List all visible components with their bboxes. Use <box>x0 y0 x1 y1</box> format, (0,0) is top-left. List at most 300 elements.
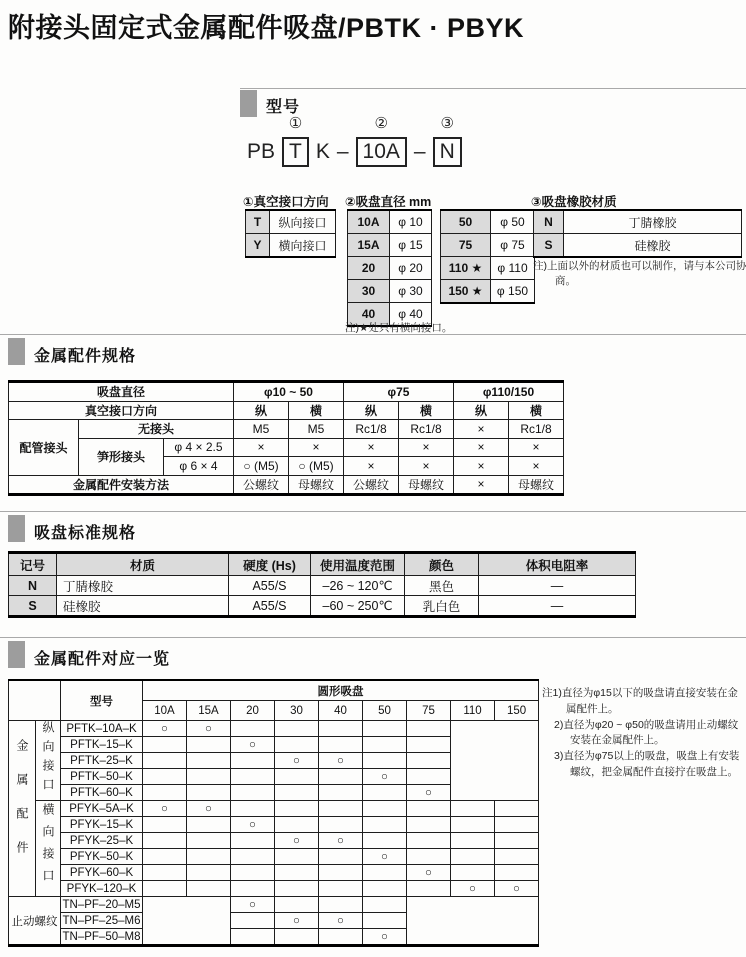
column-header: 体积电阻率 <box>479 553 636 576</box>
cell: 硅橡胶 <box>57 596 229 617</box>
column-header: 30 <box>275 701 319 721</box>
mark-cell <box>363 833 407 849</box>
column-header: 记号 <box>9 553 57 576</box>
model-cell: PFYK–15–K <box>61 817 143 833</box>
mark-cell <box>143 785 187 801</box>
merged-blank-cell <box>143 897 231 946</box>
mark-cell <box>275 769 319 785</box>
cell: × <box>399 457 454 476</box>
mark-cell <box>231 913 275 929</box>
mark-cell <box>363 753 407 769</box>
cell: –26 ~ 120℃ <box>311 576 405 596</box>
cell: ○ (M5) <box>234 457 289 476</box>
mark-cell <box>275 801 319 817</box>
merged-blank-cell <box>451 721 539 801</box>
mark-cell <box>495 817 539 833</box>
cell: A55/S <box>229 576 311 596</box>
corner-cell <box>9 680 61 721</box>
cell: 金属配件安装方法 <box>9 475 234 495</box>
table-row <box>348 234 432 257</box>
cell: M5 <box>234 420 289 439</box>
merged-blank-cell <box>407 897 539 946</box>
model-cell: TN–PF–50–M8 <box>61 929 143 946</box>
cell: 横 <box>509 401 564 420</box>
mark-cell <box>407 833 451 849</box>
mark-cell <box>319 769 363 785</box>
model-cell: PFYK–120–K <box>61 881 143 897</box>
cell: Rc1/8 <box>344 420 399 439</box>
column-header: 10A <box>143 701 187 721</box>
cell: 横向接口 <box>270 234 336 258</box>
mark-cell <box>275 817 319 833</box>
cell: 纵向接口 <box>270 210 336 234</box>
model-dash: – <box>336 140 349 163</box>
mark-cell <box>187 849 231 865</box>
mark-cell: ○ <box>363 849 407 865</box>
cell: 75 <box>441 234 491 257</box>
cell: 笋形接头 <box>79 438 164 475</box>
mark-cell <box>187 865 231 881</box>
table-row <box>9 801 539 817</box>
cell: S <box>534 234 564 258</box>
mark-cell <box>275 785 319 801</box>
cell: — <box>479 596 636 617</box>
cell: 纵 <box>454 401 509 420</box>
page-title: 附接头固定式金属配件吸盘/PBTK · PBYK <box>8 13 525 43</box>
mark-cell <box>231 801 275 817</box>
mark-cell <box>319 817 363 833</box>
cell: φ 30 <box>390 280 432 303</box>
mark-cell <box>187 737 231 753</box>
cell: φ 20 <box>390 257 432 280</box>
section-title-model: 型号 <box>266 99 301 116</box>
model-prefix: PB <box>247 140 276 163</box>
mark-cell: ○ <box>143 801 187 817</box>
mark-cell <box>495 865 539 881</box>
table-row <box>9 401 564 420</box>
mark-cell <box>407 849 451 865</box>
cell: T <box>246 210 270 234</box>
model-cell: PFYK–5A–K <box>61 801 143 817</box>
mark-cell <box>143 817 187 833</box>
model-box3-col <box>433 116 462 167</box>
cell: M5 <box>289 420 344 439</box>
model-box1-col <box>282 116 309 167</box>
cell: φ10 ~ 50 <box>234 382 344 402</box>
column-header: 110 <box>451 701 495 721</box>
mark-cell: ○ <box>319 753 363 769</box>
column-header: 20 <box>231 701 275 721</box>
table-row <box>9 382 564 402</box>
cell: 公螺纹 <box>344 475 399 495</box>
cell: × <box>289 438 344 457</box>
cell: φ 6 × 4 <box>164 457 234 476</box>
mark-cell <box>143 737 187 753</box>
cell: 50 <box>441 210 491 234</box>
group-header: 圆形吸盘 <box>143 680 539 701</box>
cell: 公螺纹 <box>234 475 289 495</box>
table-row <box>348 210 432 234</box>
mark-cell: ○ <box>275 753 319 769</box>
cell: 配管接头 <box>9 420 79 476</box>
table-row <box>441 210 535 234</box>
table-row <box>441 280 535 304</box>
cell: 乳白色 <box>405 596 479 617</box>
cell: × <box>454 475 509 495</box>
table-row <box>9 576 636 596</box>
mark-cell <box>231 833 275 849</box>
model-cell: PFTK–10A–K <box>61 721 143 737</box>
cell: φ 50 <box>491 210 535 234</box>
cell: φ 110 <box>491 257 535 280</box>
circle-num-spacer <box>321 116 325 132</box>
mark-cell <box>275 897 319 913</box>
cell: 黑色 <box>405 576 479 596</box>
table-row <box>9 881 539 897</box>
section-title-standard: 吸盘标准规格 <box>34 525 137 542</box>
table-row <box>348 280 432 303</box>
cell: × <box>234 438 289 457</box>
mark-cell <box>275 881 319 897</box>
cell: 纵 <box>234 401 289 420</box>
cell: 15A <box>348 234 390 257</box>
note-line: 3)直径为φ75以上的吸盘，吸盘上有安装螺纹，把金属配件直接拧在吸盘上。 <box>554 750 740 778</box>
table-row <box>9 833 539 849</box>
mark-cell: ○ <box>319 833 363 849</box>
cell: × <box>399 438 454 457</box>
mark-cell <box>143 865 187 881</box>
model-cell: PFYK–25–K <box>61 833 143 849</box>
model-prefix-col <box>247 116 275 167</box>
model-dash2-col <box>414 116 426 167</box>
cell: φ 75 <box>491 234 535 257</box>
section-divider <box>0 511 746 512</box>
column-header: 150 <box>495 701 539 721</box>
table-row <box>9 865 539 881</box>
mark-cell: ○ <box>495 881 539 897</box>
cell: φ75 <box>344 382 454 402</box>
mark-cell <box>451 801 495 817</box>
mark-cell: ○ <box>363 769 407 785</box>
model-box-direction: T <box>282 137 309 167</box>
circle-num-spacer <box>259 116 263 132</box>
cell: 母螺纹 <box>509 475 564 495</box>
cell: Y <box>246 234 270 258</box>
cell: 10A <box>348 210 390 234</box>
cell: 母螺纹 <box>289 475 344 495</box>
circled-2: ② <box>374 115 388 132</box>
note-line: 2)直径为φ20 ~ φ50的吸盘请用止动螺纹安装在金属配件上。 <box>554 718 739 747</box>
cell: ○ (M5) <box>289 457 344 476</box>
mark-cell <box>187 769 231 785</box>
mark-cell <box>363 881 407 897</box>
cell: × <box>344 457 399 476</box>
table-row <box>9 721 539 737</box>
cell: 20 <box>348 257 390 280</box>
table-row <box>9 596 636 617</box>
mark-cell: ○ <box>231 897 275 913</box>
mark-cell <box>363 897 407 913</box>
table1-title: ①真空接口方向 <box>243 195 329 209</box>
mark-cell <box>451 849 495 865</box>
mark-cell <box>363 721 407 737</box>
mark-cell <box>231 721 275 737</box>
mark-cell: ○ <box>187 721 231 737</box>
mark-cell <box>319 849 363 865</box>
model-dash: – <box>413 140 426 163</box>
model-dash-col <box>337 116 349 167</box>
mark-cell <box>319 737 363 753</box>
column-header: 硬度 (Hs) <box>229 553 311 576</box>
direction-table <box>245 209 336 258</box>
mapping-notes <box>542 686 742 781</box>
column-header: 材质 <box>57 553 229 576</box>
cell: 110 ★ <box>441 257 491 280</box>
section-divider <box>0 637 746 638</box>
model-cell: PFTK–15–K <box>61 737 143 753</box>
table-row <box>246 234 336 258</box>
table-row <box>9 420 564 439</box>
cell: φ 150 <box>491 280 535 304</box>
group-label: 止动螺纹 <box>9 897 61 946</box>
mark-cell <box>143 833 187 849</box>
mark-cell <box>187 833 231 849</box>
mark-cell <box>407 769 451 785</box>
mark-cell <box>451 865 495 881</box>
mark-cell: ○ <box>143 721 187 737</box>
diameter-table-left <box>347 209 432 327</box>
mark-cell <box>187 785 231 801</box>
rubber-table <box>533 209 742 258</box>
cell: 吸盘直径 <box>9 382 234 402</box>
cell: N <box>9 576 57 596</box>
cell: 横 <box>399 401 454 420</box>
diameter-table-right <box>440 209 535 304</box>
mark-cell: ○ <box>231 817 275 833</box>
mark-cell <box>363 785 407 801</box>
cell: — <box>479 576 636 596</box>
table-row <box>9 475 564 495</box>
mark-cell <box>319 929 363 946</box>
model-code <box>247 116 462 167</box>
table-row <box>441 234 535 257</box>
model-cell: PFYK–50–K <box>61 849 143 865</box>
circle-num-spacer <box>341 116 345 132</box>
cell: 40 <box>348 303 390 327</box>
mark-cell <box>143 769 187 785</box>
table-row <box>534 234 742 258</box>
cell: × <box>344 438 399 457</box>
mark-cell: ○ <box>275 913 319 929</box>
cell: –60 ~ 250℃ <box>311 596 405 617</box>
mark-cell <box>275 929 319 946</box>
cell: 母螺纹 <box>399 475 454 495</box>
vertical-label: 纵向接口 <box>41 721 55 797</box>
model-cell: PFTK–25–K <box>61 753 143 769</box>
mark-cell: ○ <box>407 785 451 801</box>
section-marker <box>8 515 25 542</box>
table-row <box>9 849 539 865</box>
mark-cell <box>231 849 275 865</box>
mark-cell <box>187 881 231 897</box>
mark-cell <box>319 801 363 817</box>
table-row <box>9 438 564 457</box>
table2-note: 注)★处只有横向接口。 <box>345 322 453 334</box>
model-cell: TN–PF–25–M6 <box>61 913 143 929</box>
cell: × <box>509 457 564 476</box>
cell: 丁腈橡胶 <box>564 210 742 234</box>
mark-cell <box>187 753 231 769</box>
section-marker <box>8 641 25 668</box>
cell: φ 4 × 2.5 <box>164 438 234 457</box>
mark-cell <box>319 865 363 881</box>
mark-cell <box>319 881 363 897</box>
mark-cell <box>363 737 407 753</box>
table-row <box>348 257 432 280</box>
mark-cell <box>407 881 451 897</box>
mark-cell <box>143 753 187 769</box>
cell: 真空接口方向 <box>9 401 234 420</box>
model-cell: TN–PF–20–M5 <box>61 897 143 913</box>
mark-cell <box>275 737 319 753</box>
note-line: 注1)直径为φ15以下的吸盘请直接安装在金属配件上。 <box>542 687 738 715</box>
mark-cell <box>451 817 495 833</box>
cell: 横 <box>289 401 344 420</box>
mark-cell <box>275 865 319 881</box>
cell: × <box>454 457 509 476</box>
cell: × <box>454 438 509 457</box>
mark-cell <box>231 881 275 897</box>
mark-cell: ○ <box>319 913 363 929</box>
column-header: 颜色 <box>405 553 479 576</box>
mark-cell: ○ <box>275 833 319 849</box>
table2-title: ②吸盘直径 mm <box>345 195 432 209</box>
mark-cell <box>275 849 319 865</box>
mark-cell: ○ <box>407 865 451 881</box>
cell: S <box>9 596 57 617</box>
model-box2-col <box>356 116 407 167</box>
mark-cell <box>143 881 187 897</box>
mark-cell <box>363 817 407 833</box>
cell: 150 ★ <box>441 280 491 304</box>
cell: φ 40 <box>390 303 432 327</box>
cell: 纵 <box>344 401 399 420</box>
mark-cell <box>143 849 187 865</box>
mark-cell <box>407 817 451 833</box>
cell: Rc1/8 <box>509 420 564 439</box>
cell: 无接头 <box>79 420 234 439</box>
table3-title: ③吸盘橡胶材质 <box>531 195 617 209</box>
column-header: 15A <box>187 701 231 721</box>
standard-spec-table <box>8 551 636 618</box>
mark-cell <box>495 833 539 849</box>
circled-3: ③ <box>440 115 454 132</box>
vertical-label: 金属配件 <box>15 739 29 875</box>
section-divider <box>240 88 746 89</box>
section-title-fitting: 金属配件规格 <box>34 348 137 365</box>
column-header: 50 <box>363 701 407 721</box>
mark-cell <box>363 865 407 881</box>
cell: 30 <box>348 280 390 303</box>
table-header-row <box>9 680 539 701</box>
section-divider <box>0 334 746 335</box>
vertical-label: 横向接口 <box>41 803 55 891</box>
model-cell: PFTK–50–K <box>61 769 143 785</box>
mark-cell: ○ <box>231 737 275 753</box>
model-cell: PFYK–60–K <box>61 865 143 881</box>
column-header: 40 <box>319 701 363 721</box>
mark-cell <box>407 737 451 753</box>
cell: 丁腈橡胶 <box>57 576 229 596</box>
mark-cell <box>319 721 363 737</box>
mark-cell <box>231 929 275 946</box>
model-box-diameter: 10A <box>356 137 407 167</box>
mark-cell <box>231 753 275 769</box>
mark-cell <box>451 833 495 849</box>
mark-cell <box>495 849 539 865</box>
mark-cell <box>407 801 451 817</box>
cell: φ 10 <box>390 210 432 234</box>
table-header-row <box>9 553 636 576</box>
cell: × <box>454 420 509 439</box>
model-mid-col <box>316 116 330 167</box>
section-marker <box>8 338 25 365</box>
table-row <box>534 210 742 234</box>
column-header: 75 <box>407 701 451 721</box>
model-box-rubber: N <box>433 137 462 167</box>
mark-cell <box>231 785 275 801</box>
cell: φ110/150 <box>454 382 564 402</box>
table-row <box>9 897 539 913</box>
mark-cell: ○ <box>451 881 495 897</box>
circled-1: ① <box>288 115 303 132</box>
mark-cell <box>319 897 363 913</box>
cell: 硅橡胶 <box>564 234 742 258</box>
table-row <box>9 817 539 833</box>
mark-cell <box>187 817 231 833</box>
model-mid: K <box>315 140 330 163</box>
cell: × <box>509 438 564 457</box>
column-header: 型号 <box>61 680 143 721</box>
section-title-mapping: 金属配件对应一览 <box>34 651 171 668</box>
mark-cell <box>407 721 451 737</box>
mark-cell: ○ <box>187 801 231 817</box>
fitting-spec-table <box>8 380 564 496</box>
mapping-table <box>8 679 539 947</box>
mark-cell <box>231 865 275 881</box>
cell: Rc1/8 <box>399 420 454 439</box>
mark-cell <box>319 785 363 801</box>
group-label <box>36 721 61 801</box>
section-marker <box>240 90 257 117</box>
mark-cell <box>363 801 407 817</box>
mark-cell <box>495 801 539 817</box>
table-row <box>441 257 535 280</box>
group-label <box>9 721 36 897</box>
mark-cell: ○ <box>363 929 407 946</box>
cell: φ 15 <box>390 234 432 257</box>
column-header: 使用温度范围 <box>311 553 405 576</box>
model-cell: PFTK–60–K <box>61 785 143 801</box>
cell: A55/S <box>229 596 311 617</box>
table3-note: 注)上面以外的材质也可以制作，请与本公司协商。 <box>533 260 746 288</box>
mark-cell <box>275 721 319 737</box>
cell: N <box>534 210 564 234</box>
table-row <box>246 210 336 234</box>
mark-cell <box>231 769 275 785</box>
circle-num-spacer <box>418 116 422 132</box>
mark-cell <box>407 753 451 769</box>
